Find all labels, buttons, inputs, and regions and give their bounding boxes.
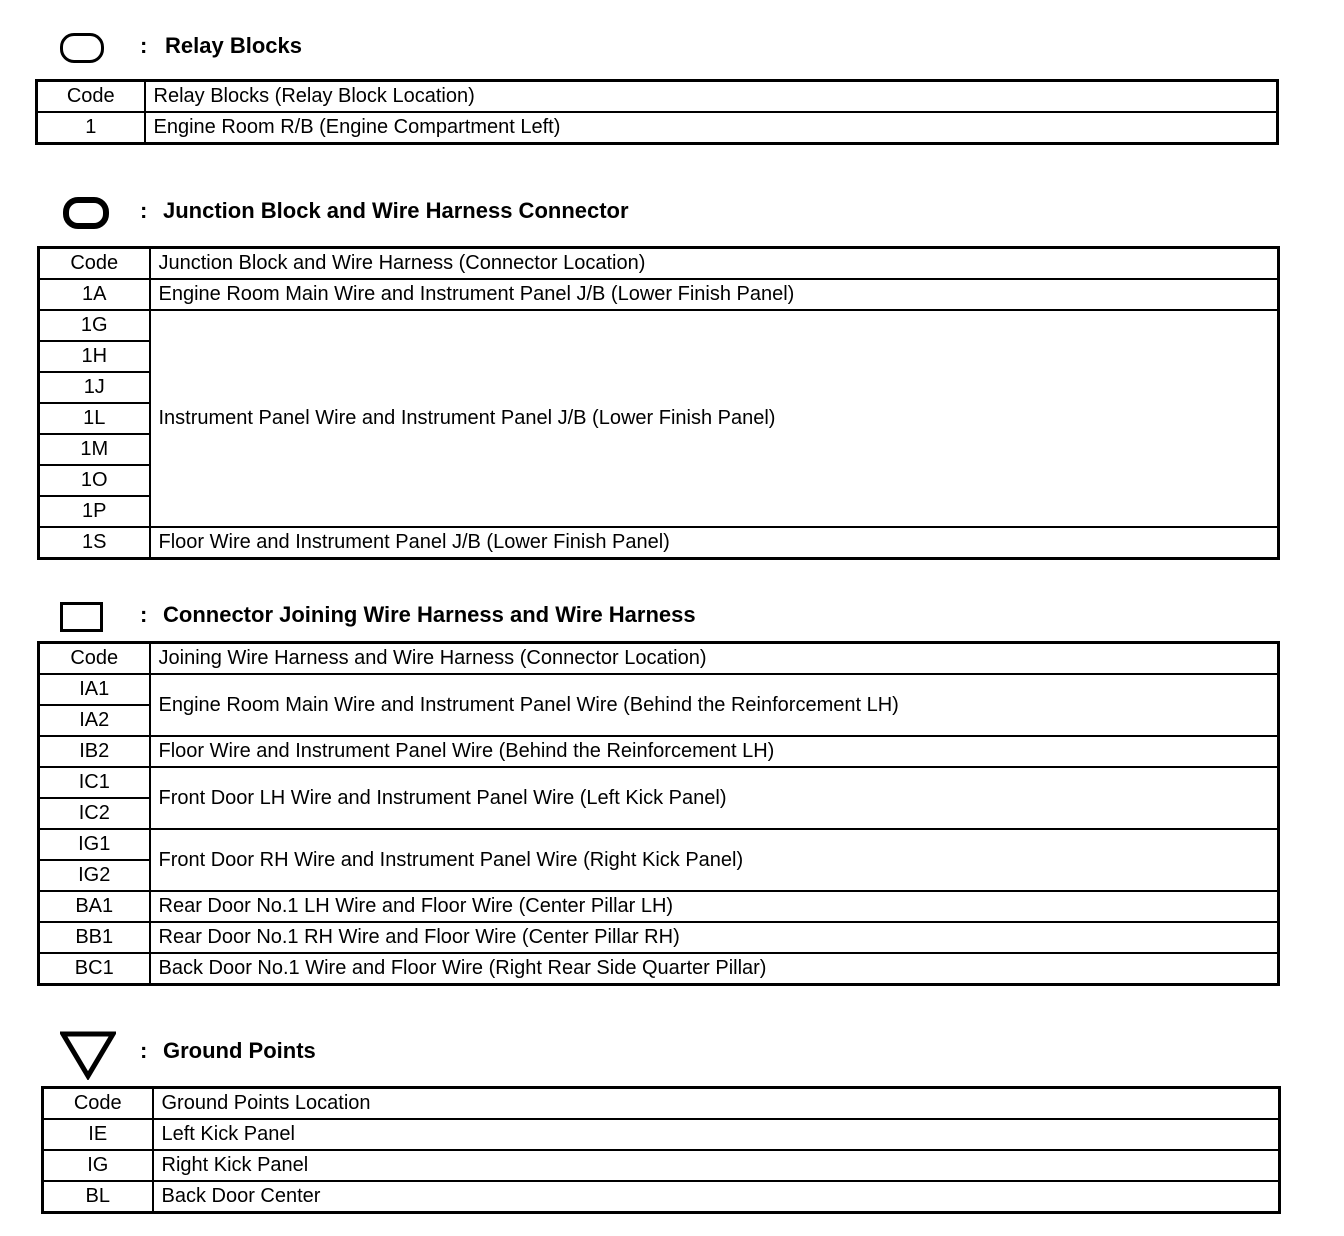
relay-blocks-table	[35, 79, 1279, 145]
ground-points-table	[41, 1086, 1281, 1214]
table-row	[39, 922, 1279, 953]
row-location: Left Kick Panel	[153, 1119, 1280, 1150]
row-location: Floor Wire and Instrument Panel J/B (Lower Finish Panel)	[150, 527, 1279, 559]
table-header-row	[43, 1088, 1280, 1120]
row-code: 1L	[39, 403, 150, 434]
row-location: Front Door RH Wire and Instrument Panel Wire (Right Kick Panel)	[150, 829, 1279, 891]
header-location: Junction Block and Wire Harness (Connector Location)	[150, 248, 1279, 280]
table-header-row	[39, 248, 1279, 280]
row-code: IA2	[39, 705, 150, 736]
row-location: Back Door Center	[153, 1181, 1280, 1213]
section-title: Ground Points	[163, 1038, 316, 1063]
row-location: Engine Room Main Wire and Instrument Panel Wire (Behind the Reinforcement LH)	[150, 674, 1279, 736]
row-code: BB1	[39, 922, 150, 953]
junction-block-table	[37, 246, 1280, 560]
row-code: 1J	[39, 372, 150, 403]
header-location: Joining Wire Harness and Wire Harness (Connector Location)	[150, 643, 1279, 675]
section-colon: :	[140, 33, 148, 58]
table-row	[43, 1150, 1280, 1181]
row-code: IC2	[39, 798, 150, 829]
row-code: BC1	[39, 953, 150, 985]
row-location: Instrument Panel Wire and Instrument Panel J/B (Lower Finish Panel)	[150, 310, 1279, 527]
row-code: IA1	[39, 674, 150, 705]
table-row	[39, 891, 1279, 922]
header-code: Code	[37, 81, 145, 113]
row-code: IC1	[39, 767, 150, 798]
row-code: 1M	[39, 434, 150, 465]
section-colon: :	[140, 1038, 148, 1063]
table-row	[39, 279, 1279, 310]
section-title: Relay Blocks	[165, 33, 302, 58]
row-location: Engine Room R/B (Engine Compartment Left)	[145, 112, 1278, 144]
row-code: IB2	[39, 736, 150, 767]
row-location: Right Kick Panel	[153, 1150, 1280, 1181]
table-row	[39, 767, 1279, 798]
header-location: Relay Blocks (Relay Block Location)	[145, 81, 1278, 113]
row-location: Rear Door No.1 LH Wire and Floor Wire (Center Pillar LH)	[150, 891, 1279, 922]
table-row	[39, 527, 1279, 559]
table-header-row	[37, 81, 1278, 113]
row-code: 1A	[39, 279, 150, 310]
row-code: IG1	[39, 829, 150, 860]
header-location: Ground Points Location	[153, 1088, 1280, 1120]
row-location: Engine Room Main Wire and Instrument Panel J/B (Lower Finish Panel)	[150, 279, 1279, 310]
row-code: IG	[43, 1150, 153, 1181]
header-code: Code	[39, 643, 150, 675]
row-code: BL	[43, 1181, 153, 1213]
row-location: Back Door No.1 Wire and Floor Wire (Right Rear Side Quarter Pillar)	[150, 953, 1279, 985]
rounded-rect-icon	[60, 33, 104, 63]
row-code: BA1	[39, 891, 150, 922]
row-location: Floor Wire and Instrument Panel Wire (Behind the Reinforcement LH)	[150, 736, 1279, 767]
row-code: 1H	[39, 341, 150, 372]
table-row	[39, 829, 1279, 860]
table-row	[39, 310, 1279, 341]
row-code: IG2	[39, 860, 150, 891]
inverted-triangle-icon	[60, 1030, 116, 1080]
table-row	[37, 112, 1278, 144]
section-title: Connector Joining Wire Harness and Wire Harness	[163, 602, 696, 627]
row-code: 1G	[39, 310, 150, 341]
row-location: Rear Door No.1 RH Wire and Floor Wire (Center Pillar RH)	[150, 922, 1279, 953]
table-header-row	[39, 643, 1279, 675]
connector-joining-table	[37, 641, 1280, 986]
header-code: Code	[39, 248, 150, 280]
header-code: Code	[43, 1088, 153, 1120]
rectangle-icon	[60, 602, 103, 632]
row-code: 1	[37, 112, 145, 144]
section-colon: :	[140, 602, 148, 627]
row-code: 1S	[39, 527, 150, 559]
row-code: 1O	[39, 465, 150, 496]
table-row	[39, 953, 1279, 985]
row-location: Front Door LH Wire and Instrument Panel Wire (Left Kick Panel)	[150, 767, 1279, 829]
row-code: 1P	[39, 496, 150, 527]
table-row	[39, 736, 1279, 767]
table-row	[43, 1181, 1280, 1213]
table-row	[43, 1119, 1280, 1150]
table-row	[39, 674, 1279, 705]
section-title: Junction Block and Wire Harness Connector	[163, 198, 629, 223]
section-colon: :	[140, 198, 148, 223]
row-code: IE	[43, 1119, 153, 1150]
bold-rounded-rect-icon	[63, 197, 109, 229]
